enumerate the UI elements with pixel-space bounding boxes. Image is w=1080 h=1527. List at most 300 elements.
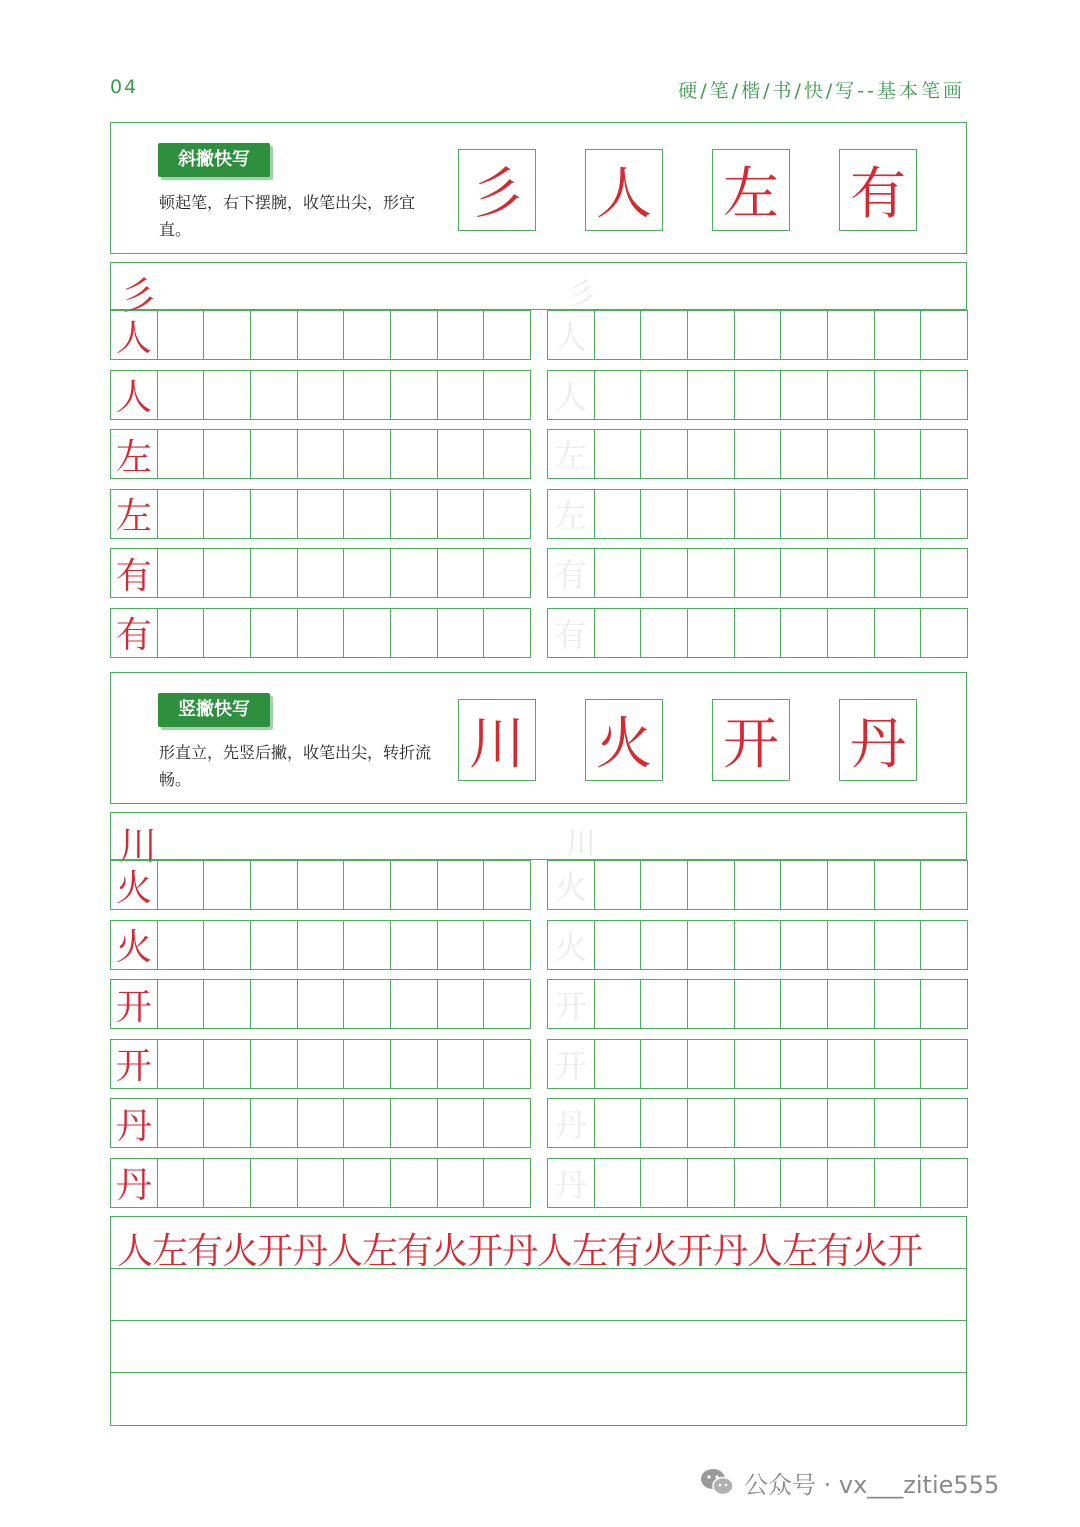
practice-cell[interactable] xyxy=(921,1099,968,1147)
practice-cell[interactable] xyxy=(641,921,688,969)
practice-row-right xyxy=(547,310,968,360)
practice-cell[interactable] xyxy=(251,609,298,657)
trace-char: 左 xyxy=(554,437,587,475)
practice-cell[interactable] xyxy=(298,861,345,909)
practice-cell[interactable] xyxy=(344,1040,391,1088)
practice-cell[interactable] xyxy=(158,490,205,538)
practice-cell[interactable] xyxy=(688,311,735,359)
page-number: 04 xyxy=(110,76,139,98)
section-1-tag: 斜撇快写 xyxy=(158,143,270,177)
practice-cell[interactable] xyxy=(204,921,251,969)
practice-cell[interactable] xyxy=(158,371,205,419)
practice-cell[interactable] xyxy=(921,609,968,657)
practice-cell[interactable] xyxy=(344,921,391,969)
watermark xyxy=(700,1462,999,1502)
practice-cell[interactable] xyxy=(111,430,158,478)
practice-cell[interactable] xyxy=(875,311,922,359)
page-header-title: 硬/笔/楷/书/快/写--基本笔画 xyxy=(678,80,965,102)
model-char: 火 xyxy=(115,867,152,909)
practice-cell[interactable] xyxy=(595,921,642,969)
practice-cell[interactable] xyxy=(548,980,595,1028)
practice-cell[interactable] xyxy=(438,430,485,478)
practice-row-left xyxy=(110,548,531,598)
practice-cell[interactable] xyxy=(921,980,968,1028)
practice-cell[interactable] xyxy=(111,1099,158,1147)
bottom-practice-text: 人左有火开丹人左有火开丹人左有火开丹人左有火开 xyxy=(117,1231,923,1272)
practice-cell[interactable] xyxy=(111,1040,158,1088)
model-char: 开 xyxy=(115,986,152,1028)
practice-cell[interactable] xyxy=(595,430,642,478)
practice-cell[interactable] xyxy=(875,609,922,657)
section-1-stroke-row xyxy=(110,262,967,318)
model-char: 左 xyxy=(115,436,152,478)
practice-cell[interactable] xyxy=(204,490,251,538)
practice-cell[interactable] xyxy=(438,490,485,538)
practice-cell[interactable] xyxy=(298,1040,345,1088)
practice-cell[interactable] xyxy=(735,861,782,909)
wechat-icon xyxy=(700,1467,734,1497)
practice-cell[interactable] xyxy=(828,861,875,909)
section-2-tag: 竖撇快写 xyxy=(158,693,270,727)
trace-char: 人 xyxy=(554,318,587,356)
practice-cell[interactable] xyxy=(735,549,782,597)
practice-row xyxy=(110,860,968,910)
practice-cell[interactable] xyxy=(548,1099,595,1147)
practice-cell[interactable] xyxy=(921,311,968,359)
practice-cell[interactable] xyxy=(251,371,298,419)
practice-cell[interactable] xyxy=(688,371,735,419)
section-1-demo-char-2: 人 xyxy=(585,149,663,231)
trace-char: 左 xyxy=(554,496,587,535)
practice-cell[interactable] xyxy=(641,1099,688,1147)
practice-cell[interactable] xyxy=(298,311,345,359)
practice-cell[interactable] xyxy=(641,1159,688,1207)
practice-row-right xyxy=(547,548,968,598)
practice-cell[interactable] xyxy=(828,1099,875,1147)
practice-cell[interactable] xyxy=(781,430,828,478)
practice-cell[interactable] xyxy=(298,921,345,969)
practice-cell[interactable] xyxy=(484,980,531,1028)
practice-cell[interactable] xyxy=(828,609,875,657)
practice-cell[interactable] xyxy=(111,980,158,1028)
practice-cell[interactable] xyxy=(391,490,438,538)
practice-cell[interactable] xyxy=(204,861,251,909)
practice-cell[interactable] xyxy=(828,921,875,969)
practice-cell[interactable] xyxy=(111,1159,158,1207)
practice-row-right xyxy=(547,920,968,970)
practice-cell[interactable] xyxy=(391,609,438,657)
practice-cell[interactable] xyxy=(688,921,735,969)
practice-cell[interactable] xyxy=(204,1099,251,1147)
practice-cell[interactable] xyxy=(875,549,922,597)
practice-cell[interactable] xyxy=(111,921,158,969)
practice-row-left xyxy=(110,429,531,479)
practice-cell[interactable] xyxy=(484,1159,531,1207)
practice-cell[interactable] xyxy=(251,861,298,909)
practice-cell[interactable] xyxy=(298,430,345,478)
model-char: 丹 xyxy=(115,1165,152,1206)
practice-cell[interactable] xyxy=(251,311,298,359)
practice-cell[interactable] xyxy=(875,1099,922,1147)
practice-cell[interactable] xyxy=(251,980,298,1028)
practice-cell[interactable] xyxy=(875,980,922,1028)
practice-cell[interactable] xyxy=(158,921,205,969)
practice-cell[interactable] xyxy=(548,861,595,909)
practice-cell[interactable] xyxy=(344,1159,391,1207)
practice-row-right xyxy=(547,1098,968,1148)
model-char: 有 xyxy=(115,555,152,597)
practice-cell[interactable] xyxy=(204,311,251,359)
practice-row-right xyxy=(547,489,968,539)
model-char: 开 xyxy=(115,1046,152,1087)
practice-cell[interactable] xyxy=(735,1159,782,1207)
practice-cell[interactable] xyxy=(875,921,922,969)
stroke-trace-char: 彡 xyxy=(566,277,596,312)
stroke-char: 川 xyxy=(119,824,158,868)
practice-cell[interactable] xyxy=(595,1159,642,1207)
practice-cell[interactable] xyxy=(641,371,688,419)
practice-cell[interactable] xyxy=(548,1040,595,1088)
practice-cell[interactable] xyxy=(595,609,642,657)
practice-cell[interactable] xyxy=(344,430,391,478)
practice-cell[interactable] xyxy=(344,609,391,657)
practice-cell[interactable] xyxy=(735,430,782,478)
practice-cell[interactable] xyxy=(484,921,531,969)
trace-char: 开 xyxy=(554,987,587,1025)
practice-cell[interactable] xyxy=(688,1040,735,1088)
practice-cell[interactable] xyxy=(548,490,595,538)
practice-cell[interactable] xyxy=(595,311,642,359)
practice-cell[interactable] xyxy=(391,371,438,419)
practice-cell[interactable] xyxy=(391,861,438,909)
practice-cell[interactable] xyxy=(438,1159,485,1207)
practice-cell[interactable] xyxy=(828,549,875,597)
practice-cell[interactable] xyxy=(921,1159,968,1207)
watermark-text: 公众号 · vx___zitie555 xyxy=(744,1470,1000,1499)
practice-cell[interactable] xyxy=(391,1159,438,1207)
practice-row-left xyxy=(110,979,531,1029)
practice-cell[interactable] xyxy=(688,549,735,597)
practice-cell[interactable] xyxy=(828,1040,875,1088)
bottom-practice-block xyxy=(110,1216,967,1426)
practice-row xyxy=(110,1158,968,1208)
practice-cell[interactable] xyxy=(251,490,298,538)
practice-cell[interactable] xyxy=(688,1159,735,1207)
practice-cell[interactable] xyxy=(158,311,205,359)
practice-cell[interactable] xyxy=(781,311,828,359)
trace-char: 火 xyxy=(554,868,587,906)
practice-cell[interactable] xyxy=(921,861,968,909)
practice-row xyxy=(110,489,968,539)
practice-cell[interactable] xyxy=(781,371,828,419)
practice-cell[interactable] xyxy=(344,980,391,1028)
practice-cell[interactable] xyxy=(921,371,968,419)
practice-cell[interactable] xyxy=(391,1099,438,1147)
practice-cell[interactable] xyxy=(484,549,531,597)
practice-cell[interactable] xyxy=(344,490,391,538)
practice-cell[interactable] xyxy=(781,861,828,909)
practice-cell[interactable] xyxy=(391,430,438,478)
practice-cell[interactable] xyxy=(735,609,782,657)
practice-cell[interactable] xyxy=(438,980,485,1028)
practice-row xyxy=(110,548,968,598)
practice-row-right xyxy=(547,429,968,479)
practice-cell[interactable] xyxy=(735,1040,782,1088)
practice-cell[interactable] xyxy=(438,1099,485,1147)
practice-cell[interactable] xyxy=(438,921,485,969)
practice-row xyxy=(110,370,968,420)
practice-cell[interactable] xyxy=(298,490,345,538)
practice-cell[interactable] xyxy=(921,549,968,597)
practice-cell[interactable] xyxy=(204,980,251,1028)
practice-cell[interactable] xyxy=(158,1099,205,1147)
practice-cell[interactable] xyxy=(548,609,595,657)
practice-cell[interactable] xyxy=(204,430,251,478)
practice-cell[interactable] xyxy=(641,490,688,538)
practice-cell[interactable] xyxy=(875,490,922,538)
practice-cell[interactable] xyxy=(921,430,968,478)
practice-cell[interactable] xyxy=(921,921,968,969)
practice-cell[interactable] xyxy=(735,921,782,969)
practice-cell[interactable] xyxy=(595,1099,642,1147)
model-char: 左 xyxy=(115,496,152,537)
practice-cell[interactable] xyxy=(828,980,875,1028)
section-1-demo-char-1: 彡 xyxy=(458,149,536,231)
practice-row-right xyxy=(547,370,968,420)
practice-cell[interactable] xyxy=(484,1040,531,1088)
practice-row-right xyxy=(547,608,968,658)
section-1-demo-char-4: 有 xyxy=(839,149,917,231)
section-2-stroke-row xyxy=(110,812,967,868)
practice-cell[interactable] xyxy=(438,371,485,419)
practice-cell[interactable] xyxy=(251,1159,298,1207)
model-char: 有 xyxy=(115,615,152,656)
practice-cell[interactable] xyxy=(158,1040,205,1088)
section-2-demo-char-3: 开 xyxy=(712,699,790,781)
practice-cell[interactable] xyxy=(391,1040,438,1088)
trace-char: 丹 xyxy=(554,1106,587,1144)
practice-cell[interactable] xyxy=(391,549,438,597)
model-char: 丹 xyxy=(115,1105,152,1147)
trace-char: 丹 xyxy=(554,1165,587,1204)
practice-cell[interactable] xyxy=(111,490,158,538)
practice-cell[interactable] xyxy=(735,1099,782,1147)
practice-cell[interactable] xyxy=(688,430,735,478)
practice-cell[interactable] xyxy=(111,311,158,359)
practice-cell[interactable] xyxy=(828,1159,875,1207)
practice-cell[interactable] xyxy=(641,980,688,1028)
practice-cell[interactable] xyxy=(595,980,642,1028)
practice-cell[interactable] xyxy=(548,1159,595,1207)
practice-cell[interactable] xyxy=(298,609,345,657)
practice-cell[interactable] xyxy=(438,1040,485,1088)
practice-cell[interactable] xyxy=(251,549,298,597)
practice-row xyxy=(110,608,968,658)
practice-cell[interactable] xyxy=(484,609,531,657)
trace-char: 有 xyxy=(554,556,587,594)
practice-row-left xyxy=(110,1158,531,1208)
practice-cell[interactable] xyxy=(204,549,251,597)
practice-cell[interactable] xyxy=(158,609,205,657)
section-2-demo-char-1: 川 xyxy=(458,699,536,781)
trace-char: 火 xyxy=(554,927,587,966)
practice-cell[interactable] xyxy=(875,861,922,909)
practice-cell[interactable] xyxy=(484,311,531,359)
practice-cell[interactable] xyxy=(875,371,922,419)
practice-cell[interactable] xyxy=(344,861,391,909)
practice-row-left xyxy=(110,920,531,970)
practice-cell[interactable] xyxy=(828,371,875,419)
practice-cell[interactable] xyxy=(111,609,158,657)
practice-row-right xyxy=(547,1039,968,1089)
practice-cell[interactable] xyxy=(438,549,485,597)
practice-row-right xyxy=(547,1158,968,1208)
practice-row xyxy=(110,1098,968,1148)
practice-cell[interactable] xyxy=(484,490,531,538)
practice-row xyxy=(110,429,968,479)
practice-cell[interactable] xyxy=(641,311,688,359)
practice-row-left xyxy=(110,370,531,420)
practice-cell[interactable] xyxy=(781,609,828,657)
practice-cell[interactable] xyxy=(438,609,485,657)
practice-cell[interactable] xyxy=(298,549,345,597)
practice-cell[interactable] xyxy=(595,549,642,597)
practice-cell[interactable] xyxy=(484,430,531,478)
section-2-demo-char-4: 丹 xyxy=(839,699,917,781)
practice-cell[interactable] xyxy=(484,1099,531,1147)
practice-cell[interactable] xyxy=(595,371,642,419)
practice-cell[interactable] xyxy=(595,1040,642,1088)
practice-cell[interactable] xyxy=(595,861,642,909)
practice-cell[interactable] xyxy=(641,861,688,909)
practice-cell[interactable] xyxy=(781,1099,828,1147)
trace-char: 有 xyxy=(554,615,587,654)
practice-cell[interactable] xyxy=(875,1159,922,1207)
practice-cell[interactable] xyxy=(828,311,875,359)
practice-cell[interactable] xyxy=(641,1040,688,1088)
model-char: 人 xyxy=(115,377,152,418)
practice-cell[interactable] xyxy=(344,371,391,419)
practice-cell[interactable] xyxy=(875,1040,922,1088)
practice-cell[interactable] xyxy=(641,609,688,657)
practice-cell[interactable] xyxy=(595,490,642,538)
practice-cell[interactable] xyxy=(251,1099,298,1147)
practice-cell[interactable] xyxy=(158,861,205,909)
practice-cell[interactable] xyxy=(438,311,485,359)
section-1-intro xyxy=(110,122,967,254)
practice-row-right xyxy=(547,860,968,910)
section-1-demo-char-3: 左 xyxy=(712,149,790,231)
practice-cell[interactable] xyxy=(251,1040,298,1088)
practice-cell[interactable] xyxy=(298,980,345,1028)
practice-cell[interactable] xyxy=(548,311,595,359)
practice-cell[interactable] xyxy=(111,861,158,909)
section-1-description: 顿起笔，右下摆腕，收笔出尖，形宜直。 xyxy=(159,193,416,239)
practice-cell[interactable] xyxy=(111,549,158,597)
practice-row-right xyxy=(547,979,968,1029)
practice-cell[interactable] xyxy=(391,921,438,969)
practice-cell[interactable] xyxy=(251,430,298,478)
practice-row-left xyxy=(110,310,531,360)
practice-row xyxy=(110,920,968,970)
practice-cell[interactable] xyxy=(484,861,531,909)
practice-cell[interactable] xyxy=(204,1040,251,1088)
trace-char: 开 xyxy=(554,1046,587,1085)
practice-cell[interactable] xyxy=(921,490,968,538)
section-2-intro xyxy=(110,672,967,804)
practice-cell[interactable] xyxy=(781,921,828,969)
practice-cell[interactable] xyxy=(548,371,595,419)
practice-cell[interactable] xyxy=(111,371,158,419)
practice-cell[interactable] xyxy=(641,549,688,597)
practice-row-left xyxy=(110,1039,531,1089)
practice-cell[interactable] xyxy=(158,980,205,1028)
practice-cell[interactable] xyxy=(688,609,735,657)
practice-cell[interactable] xyxy=(688,1099,735,1147)
practice-cell[interactable] xyxy=(204,371,251,419)
practice-cell[interactable] xyxy=(158,430,205,478)
practice-cell[interactable] xyxy=(828,430,875,478)
practice-cell[interactable] xyxy=(688,490,735,538)
practice-row xyxy=(110,310,968,360)
practice-row xyxy=(110,979,968,1029)
practice-cell[interactable] xyxy=(251,921,298,969)
model-char: 火 xyxy=(115,927,152,968)
practice-cell[interactable] xyxy=(298,1099,345,1147)
practice-line xyxy=(111,1372,966,1373)
section-2-description: 形直立，先竖后撇，收笔出尖，转折流畅。 xyxy=(159,743,432,789)
practice-cell[interactable] xyxy=(298,371,345,419)
practice-cell[interactable] xyxy=(735,980,782,1028)
practice-cell[interactable] xyxy=(781,1159,828,1207)
practice-line xyxy=(111,1268,966,1269)
practice-cell[interactable] xyxy=(548,430,595,478)
practice-cell[interactable] xyxy=(921,1040,968,1088)
practice-cell[interactable] xyxy=(641,430,688,478)
practice-cell[interactable] xyxy=(391,311,438,359)
practice-cell[interactable] xyxy=(484,371,531,419)
practice-line xyxy=(111,1320,966,1321)
practice-cell[interactable] xyxy=(548,549,595,597)
practice-cell[interactable] xyxy=(158,1159,205,1207)
practice-cell[interactable] xyxy=(158,549,205,597)
practice-cell[interactable] xyxy=(735,371,782,419)
practice-cell[interactable] xyxy=(875,430,922,478)
practice-cell[interactable] xyxy=(735,311,782,359)
practice-cell[interactable] xyxy=(204,1159,251,1207)
practice-row-left xyxy=(110,489,531,539)
practice-cell[interactable] xyxy=(298,1159,345,1207)
practice-cell[interactable] xyxy=(781,1040,828,1088)
practice-cell[interactable] xyxy=(344,311,391,359)
practice-row xyxy=(110,1039,968,1089)
practice-row-left xyxy=(110,860,531,910)
practice-cell[interactable] xyxy=(688,861,735,909)
practice-cell[interactable] xyxy=(781,490,828,538)
practice-cell[interactable] xyxy=(548,921,595,969)
practice-cell[interactable] xyxy=(828,490,875,538)
practice-cell[interactable] xyxy=(735,490,782,538)
practice-cell[interactable] xyxy=(781,549,828,597)
practice-cell[interactable] xyxy=(344,549,391,597)
practice-cell[interactable] xyxy=(344,1099,391,1147)
practice-cell[interactable] xyxy=(781,980,828,1028)
practice-cell[interactable] xyxy=(391,980,438,1028)
practice-row-left xyxy=(110,1098,531,1148)
practice-cell[interactable] xyxy=(204,609,251,657)
practice-cell[interactable] xyxy=(688,980,735,1028)
practice-cell[interactable] xyxy=(438,861,485,909)
